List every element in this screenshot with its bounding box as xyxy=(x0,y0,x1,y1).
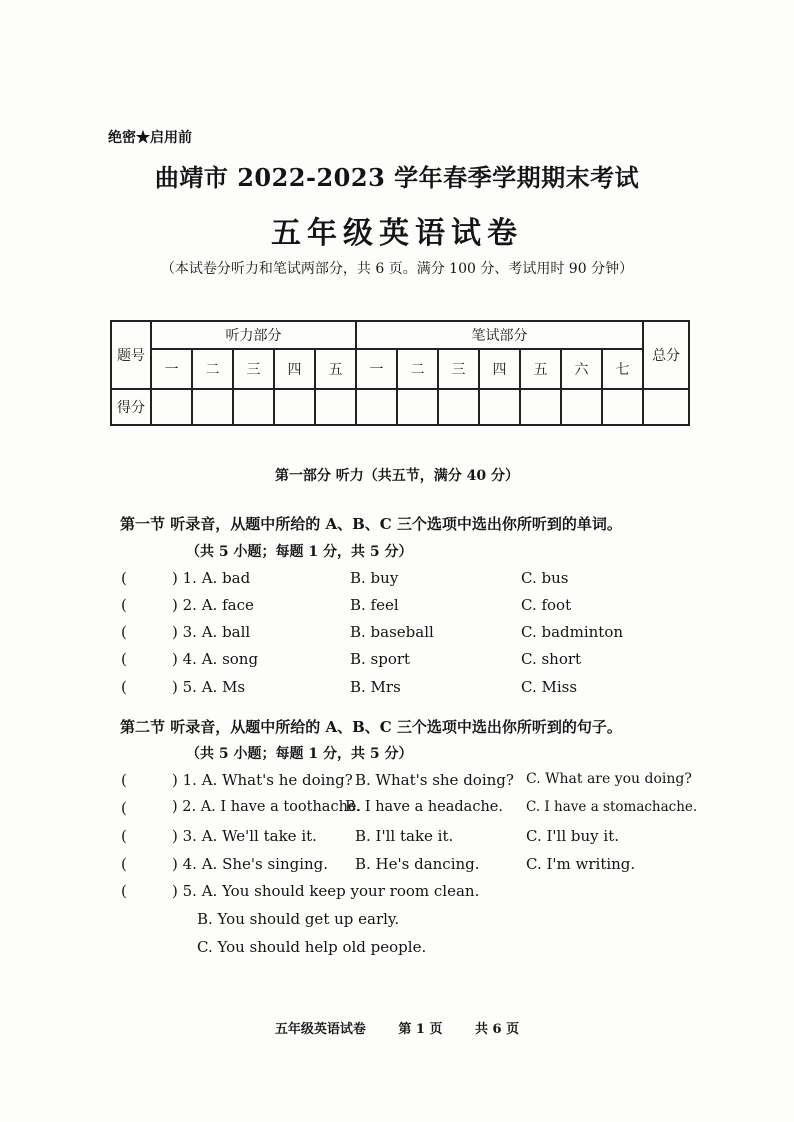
score-cell[interactable] xyxy=(479,389,520,425)
question-option-a: ) 3. A. ball xyxy=(172,623,251,641)
question-option-c: C. badminton xyxy=(521,623,624,641)
answer-blank[interactable]: ( xyxy=(121,799,127,817)
score-cell[interactable] xyxy=(233,389,274,425)
answer-blank[interactable]: ( xyxy=(121,827,127,845)
section2-subheading: （共 5 小题；每题 1 分，共 5 分） xyxy=(186,746,413,762)
score-table xyxy=(110,320,690,426)
listening-col-3: 三 xyxy=(233,349,274,389)
confidential-label: 绝密★启用前 xyxy=(108,130,192,146)
question-option-a: ) 3. A. We'll take it. xyxy=(172,827,317,845)
score-cell[interactable] xyxy=(315,389,356,425)
listening-col-2: 二 xyxy=(192,349,233,389)
answer-blank[interactable]: ( xyxy=(121,678,127,696)
question-option-b: B. He's dancing. xyxy=(355,855,480,873)
answer-blank[interactable]: ( xyxy=(121,882,127,900)
score-cell[interactable] xyxy=(356,389,397,425)
listening-col-4: 四 xyxy=(274,349,315,389)
part1-title: 第一部分 听力（共五节，满分 40 分） xyxy=(274,468,520,484)
score-cell[interactable] xyxy=(438,389,479,425)
question-option-c: C. short xyxy=(521,650,582,668)
score-cell[interactable] xyxy=(397,389,438,425)
writing-col-1: 一 xyxy=(356,349,397,389)
writing-part-header: 笔试部分 xyxy=(356,321,643,349)
score-cell[interactable] xyxy=(561,389,602,425)
score-cell[interactable] xyxy=(602,389,643,425)
question-option-c: C. What are you doing? xyxy=(526,771,692,787)
footer-total-pages: 共 6 页 xyxy=(475,1022,520,1037)
question-option-b: B. sport xyxy=(350,650,411,668)
page-footer xyxy=(0,1018,794,1037)
question-option-c: C. bus xyxy=(521,569,569,587)
paper-title: 五年级英语试卷 xyxy=(271,216,523,251)
question-option-c: C. Miss xyxy=(521,678,578,696)
section1-heading: 第一节 听录音，从题中所给的 A、B、C 三个选项中选出你所听到的单词。 xyxy=(120,515,622,533)
answer-blank[interactable]: ( xyxy=(121,596,127,614)
question-option-c: C. You should help old people. xyxy=(197,938,427,956)
question-option-b: B. feel xyxy=(350,596,399,614)
writing-col-4: 四 xyxy=(479,349,520,389)
writing-col-6: 六 xyxy=(561,349,602,389)
question-option-a: ) 2. A. face xyxy=(172,596,254,614)
question-option-b: B. What's she doing? xyxy=(355,771,514,789)
question-option-b: B. You should get up early. xyxy=(197,910,400,928)
question-option-a: ) 1. A. What's he doing? xyxy=(172,771,353,789)
row-label-question-number: 题号 xyxy=(111,321,151,389)
question-option-a: ) 4. A. song xyxy=(172,650,259,668)
question-option-b: B. I have a headache. xyxy=(345,799,503,815)
writing-col-7: 七 xyxy=(602,349,643,389)
question-option-a: ) 4. A. She's singing. xyxy=(172,855,329,873)
writing-col-3: 三 xyxy=(438,349,479,389)
footer-paper-name: 五年级英语试卷 xyxy=(274,1022,366,1037)
writing-col-2: 二 xyxy=(397,349,438,389)
question-option-c: C. I have a stomachache. xyxy=(526,799,698,815)
question-option-c: C. I'm writing. xyxy=(526,855,636,873)
score-cell[interactable] xyxy=(192,389,233,425)
question-option-b: B. I'll take it. xyxy=(355,827,454,845)
question-option-b: B. Mrs xyxy=(350,678,401,696)
answer-blank[interactable]: ( xyxy=(121,855,127,873)
answer-blank[interactable]: ( xyxy=(121,771,127,789)
listening-col-1: 一 xyxy=(151,349,192,389)
total-score-header: 总分 xyxy=(643,321,689,389)
writing-col-5: 五 xyxy=(520,349,561,389)
section1-subheading: （共 5 小题；每题 1 分，共 5 分） xyxy=(186,544,413,560)
question-option-b: B. baseball xyxy=(350,623,434,641)
question-option-c: C. foot xyxy=(521,596,572,614)
answer-blank[interactable]: ( xyxy=(121,650,127,668)
section2-heading: 第二节 听录音，从题中所给的 A、B、C 三个选项中选出你所听到的句子。 xyxy=(120,718,622,736)
listening-col-5: 五 xyxy=(315,349,356,389)
score-cell[interactable] xyxy=(520,389,561,425)
total-score-cell[interactable] xyxy=(643,389,689,425)
question-option-a: ) 2. A. I have a toothache. xyxy=(172,799,362,815)
footer-page-number: 第 1 页 xyxy=(398,1022,443,1037)
exam-title: 曲靖市 2022-2023 学年春季学期期末考试 xyxy=(154,163,640,192)
question-option-a: ) 5. A. Ms xyxy=(172,678,246,696)
row-label-score: 得分 xyxy=(111,389,151,425)
listening-part-header: 听力部分 xyxy=(151,321,356,349)
question-option-c: C. I'll buy it. xyxy=(526,827,619,845)
answer-blank[interactable]: ( xyxy=(121,569,127,587)
question-option-b: B. buy xyxy=(350,569,399,587)
answer-blank[interactable]: ( xyxy=(121,623,127,641)
question-option-a: ) 5. A. You should keep your room clean. xyxy=(172,882,480,900)
paper-note: （本试卷分听力和笔试两部分，共 6 页。满分 100 分、考试用时 90 分钟） xyxy=(160,261,634,277)
score-cell[interactable] xyxy=(151,389,192,425)
score-cell[interactable] xyxy=(274,389,315,425)
question-option-a: ) 1. A. bad xyxy=(172,569,251,587)
